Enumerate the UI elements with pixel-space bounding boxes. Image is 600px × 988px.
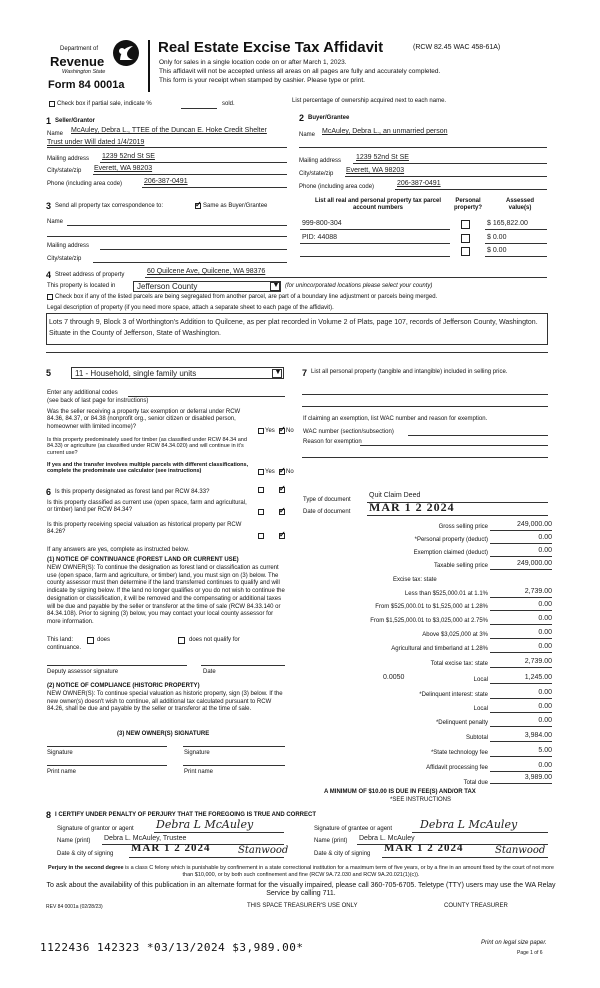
sold-label: sold. [222,101,235,107]
calc-value[interactable]: 3,989.00 [524,774,552,781]
partial-sale-percent-field[interactable] [181,108,217,109]
form-number: Form 84 0001a [48,79,125,91]
current-use-question: Is this property classified as current use (open space, farm and agricultural, or timber) land per RCW 84.34? [47,500,247,514]
grantee-date-value[interactable]: MAR 1 2 2024 [384,842,464,854]
calc-line [490,771,552,772]
calc-label: Local [473,677,488,683]
parcel-number[interactable]: 999-800-304 [302,220,342,227]
yes-label: Yes [265,428,275,434]
calc-line [490,712,552,713]
buyer-name-value[interactable]: McAuley, Debra L., an unmarried person [322,128,448,135]
calc-label: From $525,000.01 to $1,525,000 at 1.28% [375,604,488,610]
chevron-down-icon[interactable]: ▼ [270,282,280,291]
grantor-signature-label: Signature of grantor or agent [57,826,134,832]
seller-name-value-2[interactable]: Trust under Will dated 1/4/2019 [47,139,145,146]
grantor-signature-line [154,832,284,833]
new-owner-print-field[interactable] [183,765,285,766]
same-as-buyer-label: Same as Buyer/Grantee [203,203,268,209]
page-number: Page 1 of 6 [517,950,543,956]
personal-property-field-2[interactable] [302,406,548,407]
calc-label: Excise tax: state [393,577,437,583]
parcel-line [300,256,450,257]
calc-label: Exemption claimed (deduct) [413,550,488,556]
calc-label: Gross selling price [438,524,488,530]
parcel-number[interactable]: PID: 44088 [302,234,338,241]
state-name: Washington State [62,69,106,75]
does-qualify-checkbox[interactable] [87,637,94,644]
section-4-number: 4 [46,270,52,280]
signature-label: Signature [47,750,73,756]
calc-line [490,624,552,625]
grantor-signature[interactable]: Debra L McAuley [156,818,254,831]
seller-name-value[interactable]: McAuley, Debra L., TTEE of the Duncan E. Hoke Credit Shelter [71,127,267,134]
unincorporated-note: (for unincorporated locations please select your county) [285,283,433,289]
reason-field[interactable] [360,445,548,446]
new-owner-signature-field[interactable] [183,746,285,747]
seller-phone-label: Phone (including area code) [47,181,123,187]
section-3-city-label: City/state/zip [47,256,82,262]
seller-city-value[interactable]: Everett, WA 98203 [94,165,153,172]
notice-compliance-title: (2) NOTICE OF COMPLIANCE (HISTORIC PROPERTY) [47,683,200,689]
calc-label: Total due [463,780,488,786]
buyer-city-value[interactable]: Everett, WA 98203 [346,167,405,174]
no-label: No [286,469,294,475]
minimum-due-note: A MINIMUM OF $10.00 IS DUE IN FEE(S) AND/OR TAX [324,789,476,795]
forest-land-question: Is this property designated as forest land per RCW 84.33? [55,489,210,495]
segregated-label: Check box if any of the listed parcels are being segregated from another parcel, are part of a boundary line adjustment or parcels being merged. [55,294,438,300]
assessed-line [485,256,547,257]
county-select[interactable] [133,281,281,292]
seller-name-line [47,147,287,148]
certify-statement: I CERTIFY UNDER PENALTY OF PERJURY THAT THE FOREGOING IS TRUE AND CORRECT [55,812,317,818]
buyer-mailing-line [353,163,547,164]
section-6-number: 6 [46,487,52,497]
calc-line [490,543,552,544]
calc-label: Local [473,706,488,712]
assessed-value[interactable]: $ 0.00 [487,234,507,241]
buyer-name-label: Name [299,132,316,138]
street-address-line [145,277,547,278]
buyer-mailing-label: Mailing address [299,158,342,164]
calc-value[interactable]: 0.00 [538,703,552,710]
parcel-line [300,243,450,244]
calc-label: *Personal property (deduct) [414,537,488,543]
timber-no-checkbox[interactable] [279,469,285,475]
header-line-1: Only for sales in a single location code on or after March 1, 2023. [159,59,347,66]
header-line-3: This form is your receipt when stamped by cashier. Please type or print. [159,77,365,84]
see-instructions-note: *SEE INSTRUCTIONS [390,797,452,803]
buyer-heading: Buyer/Grantee [308,115,350,121]
personal-col-header: Personal property? [453,198,482,212]
calc-label: Taxable selling price [433,563,488,569]
print-name-label: Print name [184,769,214,775]
calc-label: Less than $525,000.01 at 1.1% [404,591,488,597]
current-use-yes-checkbox[interactable] [258,509,264,515]
current-use-no-checkbox[interactable] [279,509,285,515]
calc-value[interactable]: 249,000.00 [516,521,552,528]
county-label: This property is located in [47,283,116,289]
calc-value[interactable]: 0.00 [538,717,552,724]
forest-yes-checkbox[interactable] [258,487,264,493]
if-yes-note: If any answers are yes, complete as instructed below. [47,547,190,553]
new-owner-print-field[interactable] [47,765,167,766]
wa-revenue-emblem-icon [111,38,141,68]
dept-name: Revenue [50,54,105,69]
calc-line [490,569,552,570]
header-line-2: This affidavit will not be accepted unless all areas on all pages are fully and accurately completed. [159,68,441,75]
buyer-phone-value[interactable]: 206-387-0491 [397,180,441,187]
wac-number-label: WAC number (section/subsection) [303,429,394,435]
document-date-label: Date of document [303,509,351,515]
calc-line [490,683,552,684]
calc-line [490,698,552,699]
document-type-label: Type of document [303,497,351,503]
see-list-note: (see back of last page for instructions) [47,398,149,404]
calc-value[interactable]: 0.00 [538,643,552,650]
legal-paper-note: Print on legal size paper. [481,940,547,946]
alternate-format-note: To ask about the availability of this publication in an alternate format for the visually impaired, please call 360-705-6705. Teletype (TTY) users may use the WA Relay Service by calling 711. [46,882,556,898]
section-divider [46,352,548,353]
treasurer-stamp: 1122436 142323 *03/13/2024 $3,989.00* [40,941,304,954]
additional-codes-label: Enter any additional codes [47,390,118,396]
grantee-city-value[interactable]: Stanwood [495,845,546,856]
personal-property-label: List all personal property (tangible and intangible) included in selling price. [311,369,508,375]
perjury-notice [47,865,555,878]
perjury-bold: Perjury in the second degree [48,865,124,871]
grantee-name-label: Name (print) [314,838,348,844]
grantor-date-value[interactable]: MAR 1 2 2024 [131,842,211,854]
land-use-value: 11 - Household, single family units [75,369,197,378]
section-7-number: 7 [302,368,308,378]
no-label: No [286,428,294,434]
document-type-value[interactable]: Quit Claim Deed [369,492,421,499]
partial-sale-label: Check box if partial sale, indicate % [57,101,152,107]
historic-question: Is this property receiving special valuation as historical property per RCW 84.26? [47,522,242,536]
does-not-label: does not qualify for [189,637,240,643]
continuance-label: continuance. [47,645,82,651]
calc-line [490,638,552,639]
assessed-value[interactable]: $ 0.00 [487,247,507,254]
reason-field-2[interactable] [302,457,548,458]
historic-yes-checkbox[interactable] [258,533,264,539]
grantor-date-line [129,857,284,858]
calc-label: *State technology fee [430,750,488,756]
local-rate[interactable]: 0.0050 [383,674,405,681]
section-3-label: Send all property tax correspondence to: [55,203,164,209]
does-not-qualify-checkbox[interactable] [178,637,185,644]
grantor-name-label: Name (print) [57,838,91,844]
section-3-name-label: Name [47,219,64,225]
assessed-value[interactable]: $ 165,822.00 [487,220,528,227]
grantee-date-line [382,857,548,858]
section-2-number: 2 [299,113,305,123]
deputy-date-field[interactable] [201,665,285,666]
buyer-phone-label: Phone (including area code) [299,184,375,190]
form-rcw: (RCW 82.45 WAC 458-61A) [413,44,501,51]
seller-phone-value[interactable]: 206-387-0491 [144,178,188,185]
grantor-city-value[interactable]: Stanwood [238,845,289,856]
treasurer-space-note: THIS SPACE TREASURER'S USE ONLY [247,903,358,909]
land-use-select[interactable] [71,367,284,379]
buyer-phone-line [395,189,547,190]
additional-codes-field[interactable] [128,396,285,397]
deputy-signature-field[interactable] [47,665,187,666]
section-3-mailing-label: Mailing address [47,243,90,249]
perjury-text: is a class C felony which is punishable by confinement in a state correctional institution for a maximum term of five years, or by a fine in an amount fixed by the court of not more than $10,000, or by both such confinement and fine (RCW 9A.72.030 and RCW 9A.20.021(1)(c)). [125,865,554,878]
section-3-mailing-field[interactable] [100,249,287,250]
forest-no-checkbox[interactable] [279,487,285,493]
calc-value[interactable]: 0.00 [538,689,552,696]
percent-note: List percentage of ownership acquired next to each name. [292,98,447,104]
print-name-label: Print name [47,769,77,775]
deputy-date-label: Date [203,669,216,675]
exemption-note: If claiming an exemption, list WAC number and reason for exemption. [303,416,488,422]
assessed-line [485,229,547,230]
calc-value[interactable]: 0.00 [538,601,552,608]
calc-value[interactable]: 2,739.00 [524,588,552,595]
grantee-signature[interactable]: Debra L McAuley [420,818,518,831]
section-5-number: 5 [46,368,52,378]
section-3-name-line-2[interactable] [47,236,287,237]
new-owner-signature-title: (3) NEW OWNER(S) SIGNATURE [117,731,210,737]
calc-line [490,530,552,531]
chevron-down-icon[interactable]: ▼ [272,369,282,378]
seller-heading: Seller/Grantor [55,118,96,124]
calc-line [490,726,552,727]
calc-line [490,556,552,557]
calc-value[interactable]: 5.00 [538,747,552,754]
calc-value[interactable]: 0.00 [538,615,552,622]
this-land-label: This land: [47,637,74,643]
calc-label: Agricultural and timberland at 1.28% [391,646,488,652]
personal-property-checkbox[interactable] [461,220,470,229]
calc-value[interactable]: 1,245.00 [524,674,552,681]
calc-value[interactable]: 2,739.00 [524,658,552,665]
notice-continuance-title: (1) NOTICE OF CONTINUANCE (FOREST LAND OR CURRENT USE) [47,557,239,563]
section-3-number: 3 [46,201,52,211]
grantee-name-value[interactable]: Debra L. McAuley [359,835,415,842]
personal-property-field[interactable] [302,394,548,395]
street-address-value[interactable]: 60 Quilcene Ave, Quilcene, WA 98376 [147,268,266,275]
calc-value[interactable]: 3,984.00 [524,732,552,739]
does-label: does [97,637,111,643]
calc-value[interactable]: 0.00 [538,534,552,541]
personal-property-checkbox[interactable] [461,247,470,256]
document-date-value[interactable]: MAR 1 2 2024 [369,500,455,514]
reason-label: Reason for exemption [303,439,362,445]
signature-label: Signature [184,750,210,756]
document-date-line [367,515,548,516]
section-1-number: 1 [46,116,52,126]
assessed-line [485,243,547,244]
exemption-yes-checkbox[interactable] [258,428,264,434]
revision-number: REV 84 0001a (02/28/23) [46,904,103,910]
calc-label: *Delinquent penalty [435,720,488,726]
dept-small-text: Department of [60,46,99,52]
seller-phone-line [142,187,287,188]
calc-value[interactable]: 0.00 [538,629,552,636]
calc-line [490,610,552,611]
timber-question: Is this property predominately used for timber (as classified under RCW 84.34 and 84.33) or agriculture (as classified under RCW 84.34.020) and will continue in it's current use? [47,437,247,456]
buyer-city-label: City/state/zip [299,171,334,177]
parcel-col-header: List all real and personal property tax parcel account numbers [314,198,442,212]
calc-label: From $1,525,000.01 to $3,025,000 at 2.75% [370,618,488,624]
calc-line [490,667,552,668]
calc-value[interactable]: 0.00 [538,762,552,769]
seller-city-line [93,174,287,175]
notice-compliance-body: NEW OWNER(S): To continue special valuation as historic property, sign (3) below. If the new owner(s) doesn't wish to continue, all additional tax calculated pursuant to RCW 84.26, shall be due and payable by the seller or transferor at the time of sale. [47,691,283,713]
grantee-signature-label: Signature of grantee or agent [314,826,393,832]
same-as-buyer-checkbox[interactable] [195,203,201,209]
calc-label: *Delinquent interest: state [419,692,488,698]
segregated-checkbox[interactable] [47,294,53,300]
buyer-name-line [299,147,547,148]
calc-value[interactable]: 249,000.00 [516,560,552,567]
grantee-date-label: Date & city of signing [314,851,371,857]
seller-city-label: City/state/zip [47,168,82,174]
section-8-number: 8 [46,810,52,820]
legal-description-label: Legal description of property (if you need more space, attach a separate sheet to each page of the affidavit). [47,305,334,311]
seller-mailing-line [100,162,287,163]
notice-continuance-body: NEW OWNER(S): To continue the designation as forest land or classification as current use (open space, farm and agriculture, or timber) land, you must sign on (3) below. The county assessor must then determine if the land transferred continues to qualify and will indicate by signing below. If the land no longer qualifies or you do not wish to continue the designation or classification, it will be removed and the compensating or additional taxes will be due and payable by the seller or transferor at the time of sale (RCW 84.33.140 or 84.34.108). Prior to signing (3) below, you may contact your local county assessor for more information. [47,565,285,625]
county-select-value: Jefferson County [137,282,198,291]
exemption-question: Was the seller receiving a property tax exemption or deferral under RCW 84.36, 84.37, or 84.38 (nonprofit org., senior citizen or disabled person, homeowner with limited income)? [47,409,241,430]
legal-description-field[interactable] [46,313,548,345]
yes-label: Yes [265,469,275,475]
historic-no-checkbox[interactable] [279,533,285,539]
header-divider [148,40,150,92]
section-3-city-field[interactable] [93,262,287,263]
calc-label: Subtotal [465,735,488,741]
parcel-line [300,229,450,230]
seller-mailing-value[interactable]: 1239 52nd St SE [102,153,155,160]
seller-name-label: Name [47,131,64,137]
wac-number-field[interactable] [408,435,548,436]
partial-sale-checkbox[interactable] [49,101,55,107]
legal-description-text: Lots 7 through 9, Block 3 of Worthington's Addition to Quilcene, as per plat recorded in Volume 2 of Plats, page 107, records of Jefferson County, Washington. Situate in the County of Jefferson, State of Washington. [49,319,538,337]
section-3-name-field[interactable] [67,225,287,226]
personal-property-checkbox[interactable] [461,234,470,243]
county-treasurer-label: COUNTY TREASURER [444,903,508,909]
timber-instructions: If yes and the transfer involves multiple parcels with different classifications, complete the predominate use calculator (see instructions) [47,462,249,475]
buyer-city-line [345,176,547,177]
calc-line [490,741,552,742]
assessed-col-header: Assessed value(s) [505,198,535,212]
calc-line [490,783,552,784]
new-owner-signature-field[interactable] [47,746,167,747]
seller-mailing-label: Mailing address [47,156,90,162]
calc-label: Total excise tax: state [430,661,488,667]
calc-line [490,756,552,757]
calc-line [490,652,552,653]
form-title: Real Estate Excise Tax Affidavit [158,39,384,56]
exemption-no-checkbox[interactable] [279,428,285,434]
timber-yes-checkbox[interactable] [258,469,264,475]
calc-label: Above $3,025,000 at 3% [422,632,488,638]
calc-label: Affidavit processing fee [426,765,488,771]
grantor-date-label: Date & city of signing [57,851,114,857]
grantor-name-value[interactable]: Debra L. McAuley, Trustee [104,835,187,842]
calc-line [490,597,552,598]
street-address-label: Street address of property [55,272,125,278]
buyer-mailing-value[interactable]: 1239 52nd St SE [356,154,409,161]
calc-value[interactable]: 0.00 [538,547,552,554]
grantee-signature-line [412,832,548,833]
deputy-signature-label: Deputy assessor signature [47,669,119,675]
